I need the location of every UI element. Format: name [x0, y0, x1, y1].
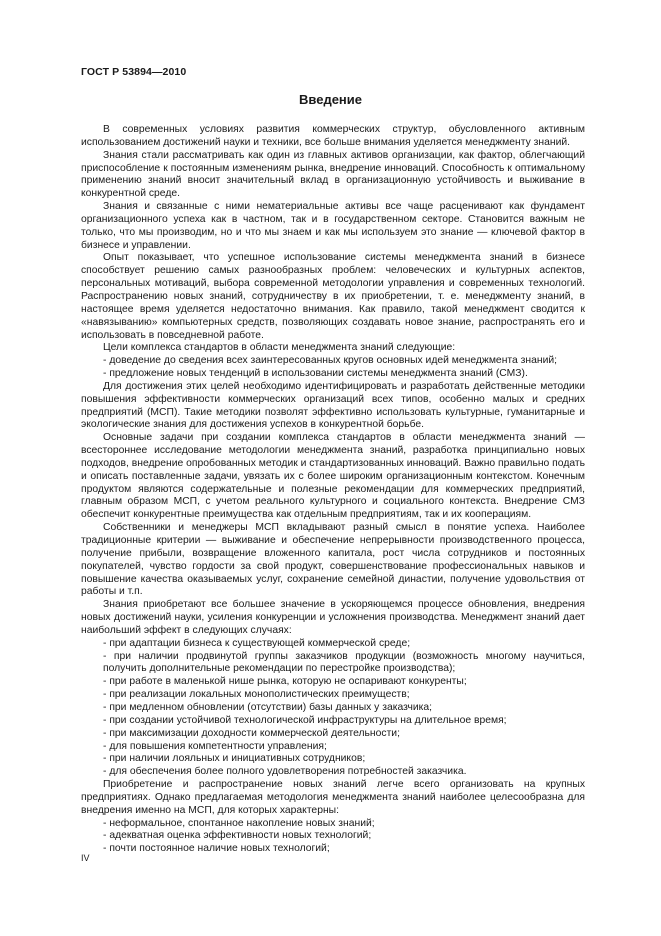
list-item: - почти постоянное наличие новых технологий; [103, 843, 330, 855]
list-item: - для повышения компетентности управления; [103, 740, 327, 752]
list-item: - при адаптации бизнеса к существующей коммерческой среде; [103, 637, 411, 649]
paragraph: Собственники и менеджеры МСП вкладывают разный смысл в понятие успеха. Наиболее традиционные критерии — выживание и обеспечение непрерывности производственного процесса, получение прибыли, возвращение вложенного капитала, рост числа сотрудников и постоянных покупателей, чувство гордости за свой продукт, совершенствование профессиональных навыков и повышение качества оказываемых услуг, сохранение семейной династии, получение удовольствия от работы и т.п. [81, 522, 585, 598]
paragraph: Основные задачи при создании комплекса стандартов в области менеджмента знаний — всестороннее исследование методологии менеджмента знаний, разработка принципиально новых подходов, внедрение опробованных методик и стандартизованных инноваций. Важно правильно подать и описать поставленные задачи, увязать их с более широким организационным контекстом. Конечным продуктом являются содержательные и полезные рекомендации для коммерческих предприятий, главным образом МСП, с учетом реального культурного и социального контекста. Внедрение СМЗ обеспечит конкурентные преимущества как отдельным предприятиям, так и их кооперациям. [81, 432, 585, 521]
paragraph: Цели комплекса стандартов в области менеджмента знаний следующие: [103, 342, 456, 354]
list-item: - неформальное, спонтанное накопление новых знаний; [103, 817, 375, 829]
paragraph: В современных условиях развития коммерческих структур, обусловленного активным использованием достижений науки и техники, все больше внимания уделяется менеджменту знаний. [81, 124, 585, 148]
paragraph: Опыт показывает, что успешное использование системы менеджмента знаний в бизнесе способствует решению самых разнообразных проблем: человеческих и культурных аспектов, персональных мотиваций, выбора современной методологии управления и современных технологий. Распространению новых знаний, сотрудничеству в их приобретении, т. е. менеджменту знаний, в настоящее время уделяется недостаточно внимания. Как правило, такой менеджмент сводится к «навязыванию» компьютерных средств, позволяющих создавать новое знание, распространять его и использовать в повседневной работе. [81, 252, 585, 341]
list-item: - при медленном обновлении (отсутствии) базы данных у заказчика; [103, 701, 433, 713]
list-item: - при наличии лояльных и инициативных сотрудников; [103, 753, 366, 765]
body-text [81, 124, 585, 856]
list-item: - при создании устойчивой технологической инфраструктуры на длительное время; [103, 714, 507, 726]
list-item: - адекватная оценка эффективности новых технологий; [103, 830, 372, 842]
page-number: IV [81, 853, 90, 863]
list-item: - для обеспечения более полного удовлетворения потребностей заказчика. [103, 766, 467, 778]
paragraph: Знания приобретают все большее значение в ускоряющемся процессе обновления, внедрения новых достижений науки, усиления конкуренции и усложнения производства. Менеджмент знаний дает наибольший эффект в следующих случаях: [81, 599, 585, 636]
list-item: - при реализации локальных монополистических преимуществ; [103, 689, 410, 701]
list-item: - при наличии продвинутой группы заказчиков продукции (возможность многому научиться, получить дополнительные рекомендации по перестройке производства); [103, 650, 585, 675]
paragraph: Для достижения этих целей необходимо идентифицировать и разработать действенные методики повышения эффективности коммерческих организаций всех типов, особенно малых и средних предприятий (МСП). Такие методики позволят эффективно использовать культурные, гуманитарные и экологические знания для достижения успехов в конкурентной борьбе. [81, 380, 585, 431]
document-code: ГОСТ Р 53894—2010 [81, 66, 187, 78]
list-item: - при максимизации доходности коммерческой деятельности; [103, 727, 400, 739]
paragraph: Знания стали рассматривать как один из главных активов организации, как фактор, облегчающий приспособление к постоянным изменениям рынка, внедрение инноваций. Способность к оптимальному применению знаний вносит значительный вклад в организационную устойчивость и выживание в конкурентной среде. [81, 149, 585, 200]
list-item: - при работе в маленькой нише рынка, которую не оспаривают конкуренты; [103, 676, 467, 688]
paragraph: Приобретение и распространение новых знаний легче всего организовать на крупных предприятиях. Однако предлагаемая методология менеджмента знаний наиболее целесообразна для внедрения именно на МСП, для которых характерны: [81, 779, 585, 816]
paragraph: Знания и связанные с ними нематериальные активы все чаще расценивают как фундамент организационного успеха как в частном, так и в государственном секторе. Становится важным не только, что мы производим, но и что мы знаем и как мы используем это знание — ключевой фактор в бизнесе и управлении. [81, 201, 585, 251]
list-item: - доведение до сведения всех заинтересованных кругов основных идей менеджмента знаний; [103, 355, 557, 367]
section-title: Введение [299, 92, 362, 107]
list-item: - предложение новых тенденций в использовании системы менеджмента знаний (СМЗ). [103, 368, 528, 380]
